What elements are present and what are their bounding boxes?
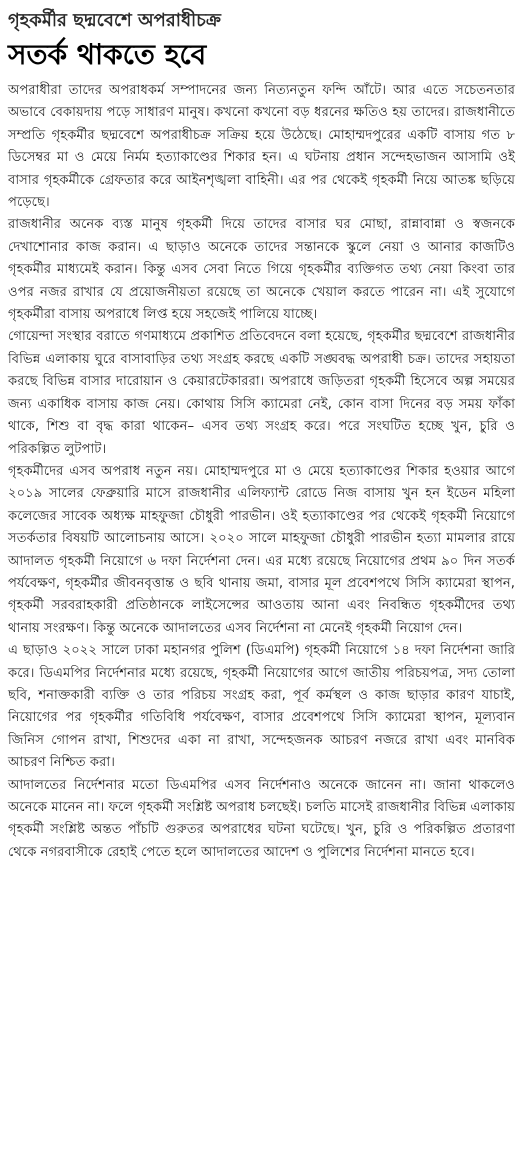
article-kicker: গৃহকর্মীর ছদ্মবেশে অপরাধীচক্র — [8, 10, 221, 31]
article-paragraph: রাজধানীর অনেক ব্যস্ত মানুষ গৃহকর্মী দিয়ে তাদের বাসার ঘর মোছা, রান্নাবান্না ও স্বজনকে দেখাশোনার কাজ করান। এ ছাড়াও অনেকে তাদের সন্তানকে স্কুলে নেয়া ও আনার কাজটিও গৃহকর্মীর মাধ্যমেই করান। কিন্তু এসব সেবা নিতে গিয়ে গৃহকর্মীর ব্যক্তিগত তথ্য নেয়া কিংবা তার ওপর নজর রাখার যে প্রয়োজনীয়তা রয়েছে তা অনেকে খেয়াল করতে পারেন না। এই সুযোগে গৃহকর্মীরা বাসায় অপরাধে লিপ্ত হয়ে সহজেই পালিয়ে যাচ্ছে। — [8, 217, 515, 323]
article-paragraph: এ ছাড়াও ২০২২ সালে ঢাকা মহানগর পুলিশ (ডিএমপি) গৃহকর্মী নিয়োগে ১৪ দফা নির্দেশনা জারি করে। ডিএমপির নির্দেশনার মধ্যে রয়েছে, গৃহকর্মী নিয়োগের আগে জাতীয় পরিচয়পত্র, সদ্য তোলা ছবি, শনাক্তকারী ব্যক্তি ও তার পরিচয় সংগ্রহ করা, পূর্ব কর্মস্থল ও কাজ ছাড়ার কারণ যাচাই, নিয়োগের পর গৃহকর্মীর গতিবিধি পর্যবেক্ষণ, বাসার প্রবেশপথে সিসি ক্যামেরা স্থাপন, মূল্যবান জিনিস গোপন রাখা, শিশুদের একা না রাখা, সন্দেহজনক আচরণ নজরে রাখা এবং মানবিক আচরণ নিশ্চিত করা। — [8, 643, 515, 771]
article-paragraph: গোয়েন্দা সংস্থার বরাতে গণমাধ্যমে প্রকাশিত প্রতিবেদনে বলা হয়েছে, গৃহকর্মীর ছদ্মবেশে রাজধানীর বিভিন্ন এলাকায় ঘুরে বাসাবাড়ির তথ্য সংগ্রহ করছে একটি সঙ্ঘবদ্ধ অপরাধী চক্র। তাদের সহায়তা করছে বিভিন্ন বাসার দারোয়ান ও কেয়ারটেকাররা। অপরাধে জড়িতরা গৃহকর্মী হিসেবে অল্প সময়ের জন্য একাধিক বাসায় কাজ নেয়। কোথায় সিসি ক্যামেরা নেই, কোন বাসা দিনের বড় সময় ফাঁকা থাকে, শিশু বা বৃদ্ধ কারা থাকেন– এসব তথ্য সংগ্রহ করে। পরে সংঘটিত হচ্ছে খুন, চুরি ও পরিকল্পিত লুটপাট। — [8, 329, 515, 457]
article-paragraph: আদালতের নির্দেশনার মতো ডিএমপির এসব নির্দেশনাও অনেকে জানেন না। জানা থাকলেও অনেকে মানেন না। ফলে গৃহকর্মী সংশ্লিষ্ট অপরাধ চলছেই। চলতি মাসেই রাজধানীর বিভিন্ন এলাকায় গৃহকর্মী সংশ্লিষ্ট অন্তত পাঁচটি গুরুতর অপরাধের ঘটনা ঘটেছে। খুন, চুরি ও পরিকল্পিত প্রতারণা থেকে নগরবাসীকে রেহাই পেতে হলে আদালতের আদেশ ও পুলিশের নির্দেশনা মানতে হবে। — [8, 777, 515, 860]
article-paragraph: গৃহকর্মীদের এসব অপরাধ নতুন নয়। মোহাম্মদপুরে মা ও মেয়ে হত্যাকাণ্ডের শিকার হওয়ার আগে ২০১৯ সালের ফেব্রুয়ারি মাসে রাজধানীর এলিফ্যান্ট রোডে নিজ বাসায় খুন হন ইডেন মহিলা কলেজের সাবেক অধ্যক্ষ মাহফুজা চৌধুরী পারভীন। ওই হত্যাকাণ্ডের পর থেকেই গৃহকর্মী নিয়োগে সতর্কতার বিষয়টি আলোচনায় আসে। ২০২০ সালে মাহফুজা চৌধুরী পারভীন হত্যা মামলার রায়ে আদালত গৃহকর্মী নিয়োগে ৬ দফা নির্দেশনা দেন। এর মধ্যে রয়েছে নিয়োগের প্রথম ৯০ দিন সতর্ক পর্যবেক্ষণ, গৃহকর্মীর জীবনবৃত্তান্ত ও ছবি থানায় জমা, বাসার মূল প্রবেশপথে সিসি ক্যামেরা স্থাপন, গৃহকর্মী সরবরাহকারী প্রতিষ্ঠানকে লাইসেন্সের আওতায় আনা এবং নিবন্ধিত গৃহকর্মীদের তথ্য থানায় সংরক্ষণ। কিন্তু অনেকে আদালতের এসব নির্দেশনা না মেনেই গৃহকর্মী নিয়োগ দেন। — [8, 463, 515, 636]
article-paragraph: অপরাধীরা তাদের অপরাধকর্ম সম্পাদনের জন্য নিত্যনতুন ফন্দি আঁটে। আর এতে সচেতনতার অভাবে বেকায়দায় পড়ে সাধারণ মানুষ। কখনো কখনো বড় ধরনের ক্ষতিও হয় তাদের। রাজধানীতে সম্প্রতি গৃহকর্মীর ছদ্মবেশে অপরাধীচক্র সক্রিয় হয়ে উঠেছে। মোহাম্মদপুরের একটি বাসায় গত ৮ ডিসেম্বর মা ও মেয়ে নির্মম হত্যাকাণ্ডের শিকার হন। এ ঘটনায় প্রধান সন্দেহভাজন আসামি ওই বাসার গৃহকর্মীকে গ্রেফতার করে আইনশৃঙ্খলা বাহিনী। এর পর থেকেই গৃহকর্মী নিয়ে আতঙ্ক ছড়িয়ে পড়েছে। — [8, 83, 515, 211]
article-body — [8, 80, 515, 864]
article-headline: সতর্ক থাকতে হবে — [8, 38, 207, 71]
